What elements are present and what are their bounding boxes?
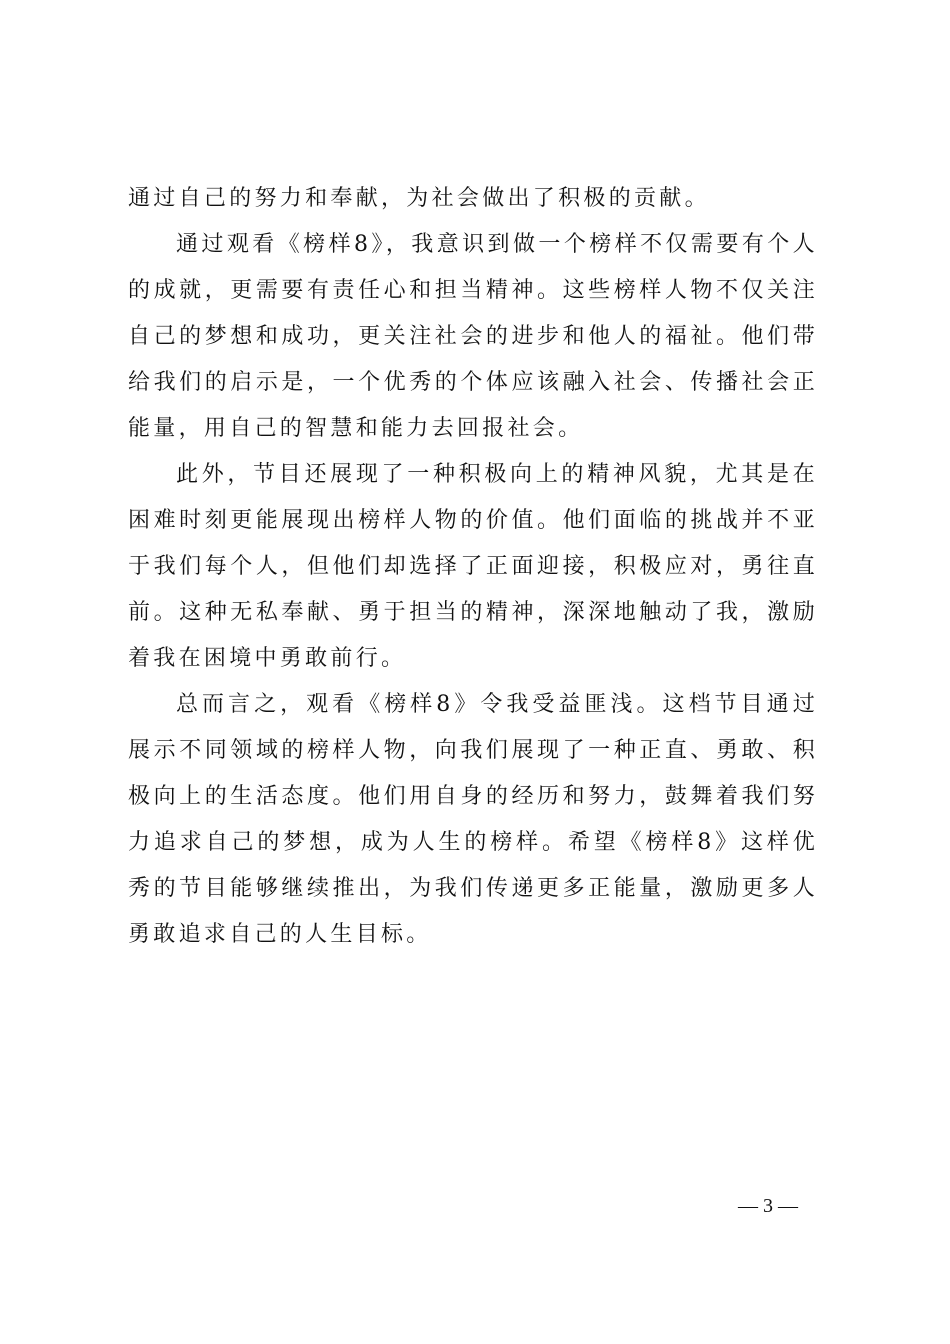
paragraph-3: 此外，节目还展现了一种积极向上的精神风貌，尤其是在困难时刻更能展现出榜样人物的价值。他们面临的挑战并不亚于我们每个人，但他们却选择了正面迎接，积极应对，勇往直前。这种无私奉献、勇于担当的精神，深深地触动了我，激励着我在困境中勇敢前行。	[128, 462, 818, 671]
body-text	[128, 176, 818, 958]
paragraph-1: 通过自己的努力和奉献，为社会做出了积极的贡献。	[128, 186, 710, 211]
paragraph-4: 总而言之，观看《榜样8》令我受益匪浅。这档节目通过展示不同领域的榜样人物，向我们展现了一种正直、勇敢、积极向上的生活态度。他们用自身的经历和努力，鼓舞着我们努力追求自己的梦想，成为人生的榜样。希望《榜样8》这样优秀的节目能够继续推出，为我们传递更多正能量，激励更多人勇敢追求自己的人生目标。	[128, 692, 818, 947]
page-number: — 3 —	[738, 1195, 798, 1217]
paragraph-2: 通过观看《榜样8》，我意识到做一个榜样不仅需要有个人的成就，更需要有责任心和担当精神。这些榜样人物不仅关注自己的梦想和成功，更关注社会的进步和他人的福祉。他们带给我们的启示是，一个优秀的个体应该融入社会、传播社会正能量，用自己的智慧和能力去回报社会。	[128, 232, 818, 441]
